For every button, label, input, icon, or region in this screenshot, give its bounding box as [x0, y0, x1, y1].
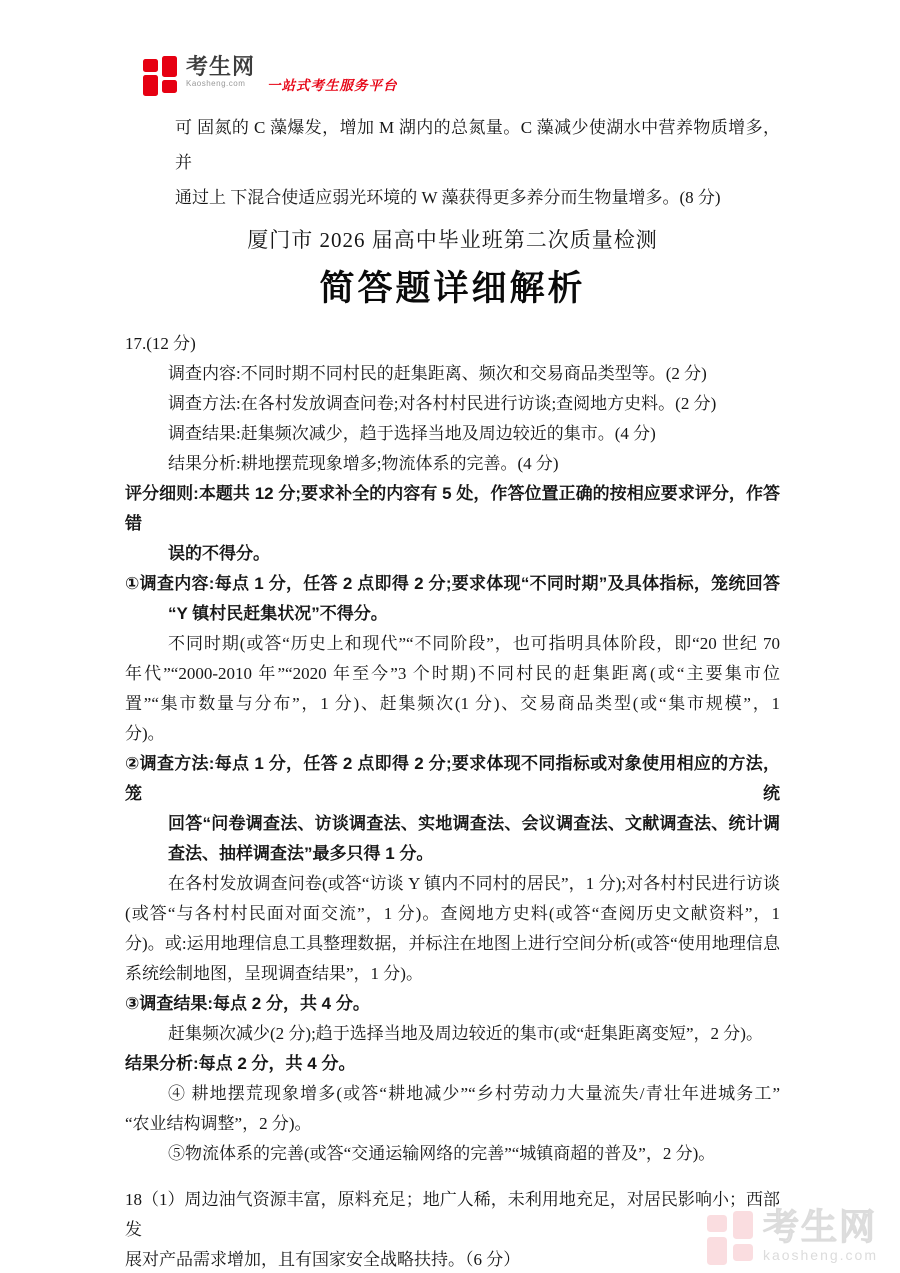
- rubric-item2-line: 回答“问卷调查法、访谈调查法、实地调查法、会议调查法、文献调查法、统计调: [168, 814, 780, 833]
- rubric-item1-line: “Y 镇村民赶集状况”不得分。: [168, 604, 388, 623]
- rubric-item4-line: “农业结构调整”，2 分)。: [125, 1114, 312, 1133]
- logo-block: [707, 1215, 727, 1232]
- logo-text-group: [186, 56, 255, 88]
- kaosheng-watermark: [707, 1206, 878, 1265]
- logo-block: [143, 59, 158, 72]
- answer-line: 调查方法:在各村发放调查问卷;对各村村民进行访谈;查阅地方史料。(2 分): [168, 394, 717, 413]
- rubric-item1-detail-line: 年代”“2000-2010 年”“2020 年至今”3 个时期)不同村民的赶集距离(或“主要集市位: [125, 664, 780, 683]
- logo-tagline: 一站式考生服务平台: [267, 78, 398, 93]
- kaosheng-watermark-icon: [707, 1211, 755, 1265]
- rubric-item4-line: ④ 耕地摆荒现象增多(或答“耕地减少”“乡村劳动力大量流失/青壮年进城务工”: [168, 1084, 780, 1103]
- answer-line: 结果分析:耕地摆荒现象增多;物流体系的完善。(4 分): [168, 454, 559, 473]
- logo-block: [733, 1211, 753, 1239]
- text-line: 可 固氮的 C 藻爆发，增加 M 湖内的总氮量。C 藻减少使湖水中营养物质增多，并: [175, 118, 780, 172]
- rubric-item2-detail-line: (或答“与各村村民面对面交流”，1 分)。查阅地方史料(或答“查阅历史文献资料”，1: [125, 904, 780, 923]
- watermark-domain: kaosheng.com: [762, 1247, 878, 1263]
- logo-block: [143, 75, 158, 96]
- answer-line: 调查结果:赶集频次减少，趋于选择当地及周边较近的集市。(4 分): [168, 424, 656, 443]
- rubric-item1-detail-line: 不同时期(或答“历史上和现代”“不同阶段”，也可指明具体阶段，即“20 世纪 70: [168, 634, 780, 653]
- rubric-item3-heading: ③调查结果:每点 2 分，共 4 分。: [125, 994, 370, 1013]
- text-line: 通过上 下混合使适应弱光环境的 W 藻获得更多养分而生物量增多。(8 分): [175, 188, 721, 207]
- intro-paragraph: [175, 110, 780, 215]
- answer-line: 调查内容:不同时期不同村民的赶集距离、频次和交易商品类型等。(2 分): [168, 364, 707, 383]
- rubric-item5-line: ⑤物流体系的完善(或答“交通运输网络的完善”“城镇商超的普及”，2 分)。: [168, 1144, 716, 1163]
- answer-line: 18（1）周边油气资源丰富，原料充足；地广人稀，未利用地充足，对居民影响小；西部发: [125, 1190, 780, 1239]
- logo-block: [162, 80, 177, 93]
- watermark-text-group: [762, 1206, 878, 1263]
- kaosheng-logo-icon: [143, 56, 179, 96]
- rubric-item1-detail-line: 分)。: [125, 724, 165, 743]
- rubric-item2-detail-line: 分)。或:运用地理信息工具整理数据，并标注在地图上进行空间分析(或答“使用地理信息: [125, 934, 780, 953]
- exam-subtitle: 厦门市 2026 届高中毕业班第二次质量检测: [247, 228, 658, 252]
- rubric-item1-detail-line: 置”“集市数量与分布”，1 分)、赶集频次(1 分)、交易商品类型(或“集市规模”，1: [125, 694, 780, 713]
- site-header: [143, 56, 398, 96]
- rubric-item2-line: ②调查方法:每点 1 分，任答 2 点即得 2 分;要求体现不同指标或对象使用相应的方法，笼统: [125, 754, 780, 803]
- logo-block: [162, 56, 177, 77]
- question-number: 17.(12 分): [125, 334, 196, 353]
- rubric-item2-detail-line: 系统绘制地图，呈现调查结果”，1 分)。: [125, 964, 423, 983]
- logo-title: 考生网: [186, 54, 256, 79]
- rubric-item2-detail-line: 在各村发放调查问卷(或答“访谈 Y 镇内不同村的居民”，1 分);对各村村民进行访谈: [168, 874, 780, 893]
- watermark-title: 考生网: [762, 1206, 877, 1247]
- rubric-rule-line: 误的不得分。: [168, 544, 270, 563]
- question-18-section: [125, 1185, 780, 1273]
- rubric-item2-line: 查法、抽样调查法”最多只得 1 分。: [168, 844, 434, 863]
- rubric-rule-line: 评分细则:本题共 12 分;要求补全的内容有 5 处，作答位置正确的按相应要求评分，作答错: [125, 484, 780, 533]
- rubric-item1-line: ①调查内容:每点 1 分，任答 2 点即得 2 分;要求体现“不同时期”及具体指标，笼统回答: [125, 574, 780, 593]
- scoring-rubric-section: [125, 479, 780, 1169]
- question-17-section: [125, 329, 780, 479]
- document-content: [125, 110, 780, 1273]
- rubric-item3-detail: 赶集频次减少(2 分);趋于选择当地及周边较近的集市(或“赶集距离变短”，2 分)。: [168, 1024, 763, 1043]
- answer-line: 展对产品需求增加，且有国家安全战略扶持。（6 分）: [125, 1250, 521, 1269]
- logo-block: [733, 1244, 753, 1261]
- logo-domain: Kaosheng.com: [186, 79, 246, 88]
- page-title: 简答题详细解析: [319, 269, 586, 308]
- logo-block: [707, 1237, 727, 1265]
- rubric-analysis-heading: 结果分析:每点 2 分，共 4 分。: [125, 1054, 356, 1073]
